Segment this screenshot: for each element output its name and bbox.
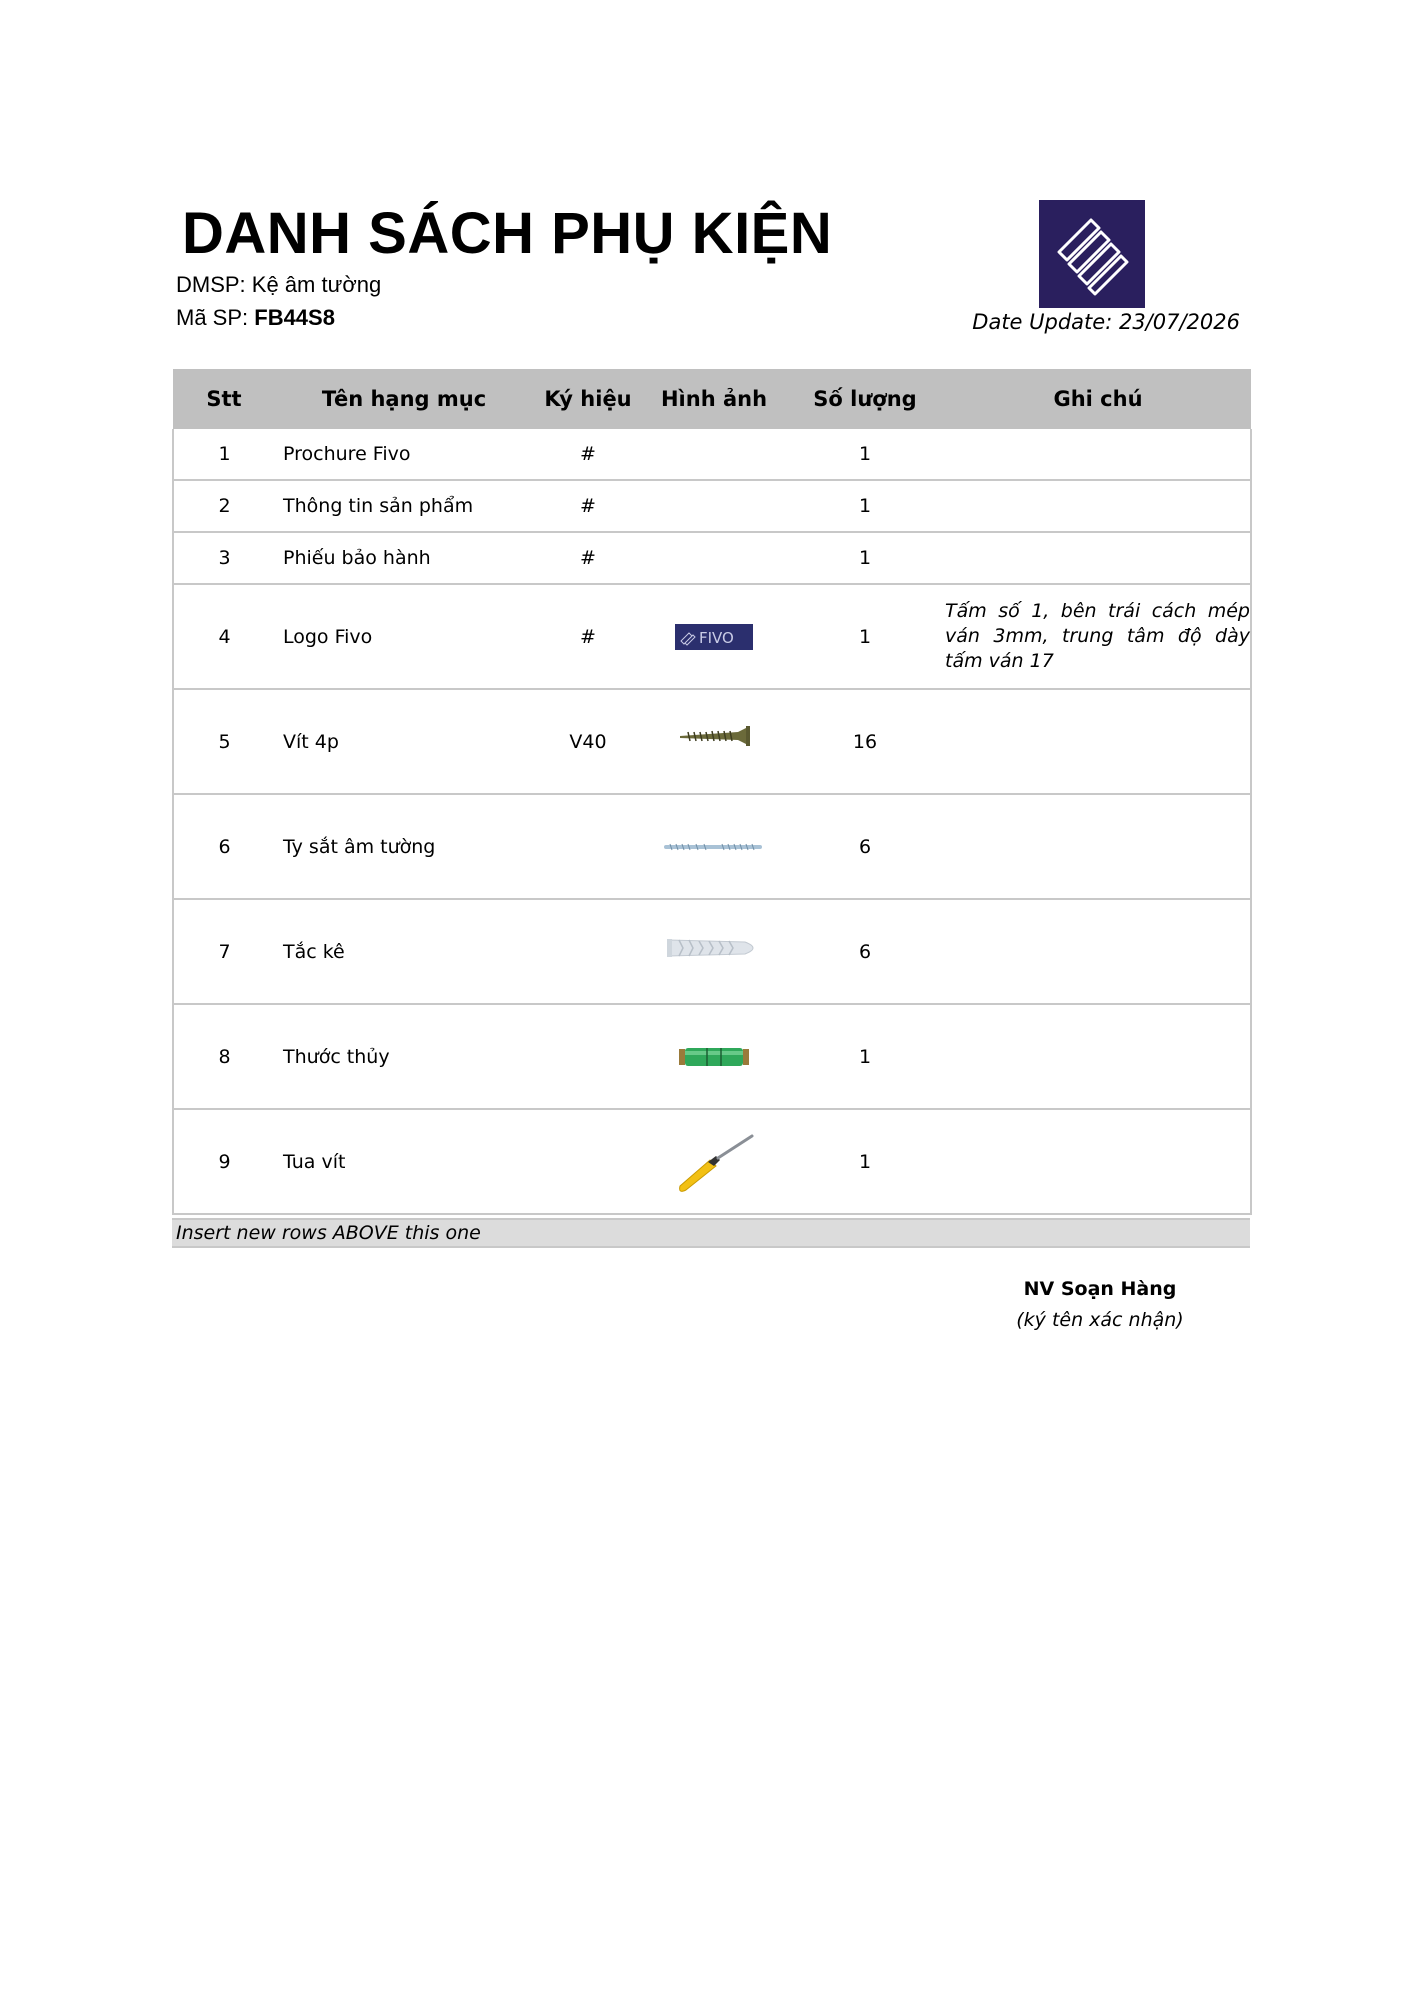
cell-image [643,429,785,480]
col-header-name: Tên hạng mục [275,369,533,429]
cell-code: # [533,532,643,584]
table-row [173,689,1251,794]
cell-name: Thước thủy [275,1004,533,1109]
cell-qty: 1 [785,429,945,480]
cell-qty: 6 [785,899,945,1004]
cell-name: Vít 4p [275,689,533,794]
cell-name: Tua vít [275,1109,533,1214]
cell-name: Tắc kê [275,899,533,1004]
cell-image [643,794,785,899]
masp-label: Mã SP: [176,305,255,330]
cell-note [945,1004,1251,1109]
signature-title: NV Soạn Hàng [1023,1278,1177,1300]
wall-plug-icon [665,935,763,961]
table-row [173,1109,1251,1214]
cell-stt: 1 [173,429,275,480]
cell-image [643,1109,785,1214]
cell-code [533,1109,643,1214]
cell-name: Ty sắt âm tường [275,794,533,899]
table-row [173,480,1251,532]
cell-note [945,480,1251,532]
insert-rows-note: Insert new rows ABOVE this one [172,1218,1250,1248]
dmsp-value: Kệ âm tường [251,272,382,297]
cell-note: Tấm số 1, bên trái cách mép ván 3mm, trung tâm độ dày tấm ván 17 [945,584,1251,689]
cell-code: # [533,480,643,532]
dmsp-line [176,272,381,298]
cell-image [643,689,785,794]
cell-note [945,899,1251,1004]
cell-qty: 6 [785,794,945,899]
date-update: Date Update: 23/07/2026 [972,310,1240,334]
cell-name: Logo Fivo [275,584,533,689]
cell-code: # [533,429,643,480]
cell-note [945,794,1251,899]
cell-name: Phiếu bảo hành [275,532,533,584]
cell-code [533,899,643,1004]
cell-stt: 2 [173,480,275,532]
cell-name: Prochure Fivo [275,429,533,480]
cell-stt: 3 [173,532,275,584]
cell-image [643,532,785,584]
col-header-note: Ghi chú [945,369,1251,429]
cell-qty: 1 [785,1004,945,1109]
table-row [173,532,1251,584]
cell-name: Thông tin sản phẩm [275,480,533,532]
table-row [173,899,1251,1004]
cell-image [643,584,785,689]
cell-stt: 5 [173,689,275,794]
table-row [173,429,1251,480]
cell-image [643,480,785,532]
cell-stt: 9 [173,1109,275,1214]
col-header-qty: Số lượng [785,369,945,429]
cell-note [945,1109,1251,1214]
threaded-rod-icon [662,841,766,853]
cell-stt: 6 [173,794,275,899]
cell-stt: 8 [173,1004,275,1109]
fivo-logo-plate-icon [675,624,753,650]
dmsp-label: DMSP: [176,272,252,297]
cell-image [643,899,785,1004]
cell-note [945,429,1251,480]
col-header-stt: Stt [173,369,275,429]
masp-line [176,305,335,331]
cell-code: V40 [533,689,643,794]
cell-qty: 1 [785,532,945,584]
cell-qty: 1 [785,1109,945,1214]
col-header-image: Hình ảnh [643,369,785,429]
cell-qty: 16 [785,689,945,794]
fivo-logo-icon [1039,200,1145,308]
cell-qty: 1 [785,584,945,689]
cell-code [533,794,643,899]
table-row [173,794,1251,899]
cell-image [643,1004,785,1109]
wood-screw-icon [674,722,754,752]
logo-plate-text: FIVO [699,628,734,647]
masp-value: FB44S8 [254,305,335,330]
cell-note [945,532,1251,584]
accessory-table [172,369,1252,1215]
spirit-level-icon [679,1046,749,1068]
cell-code [533,1004,643,1109]
cell-note [945,689,1251,794]
screwdriver-icon [672,1132,756,1192]
cell-qty: 1 [785,480,945,532]
table-row [173,584,1251,689]
signature-subtitle: (ký tên xác nhận) [1016,1309,1184,1331]
cell-stt: 4 [173,584,275,689]
table-row [173,1004,1251,1109]
cell-stt: 7 [173,899,275,1004]
cell-code: # [533,584,643,689]
company-logo [1039,200,1145,308]
table-header-row [173,369,1251,429]
col-header-code: Ký hiệu [533,369,643,429]
page-title: DANH SÁCH PHỤ KIỆN [182,201,833,266]
